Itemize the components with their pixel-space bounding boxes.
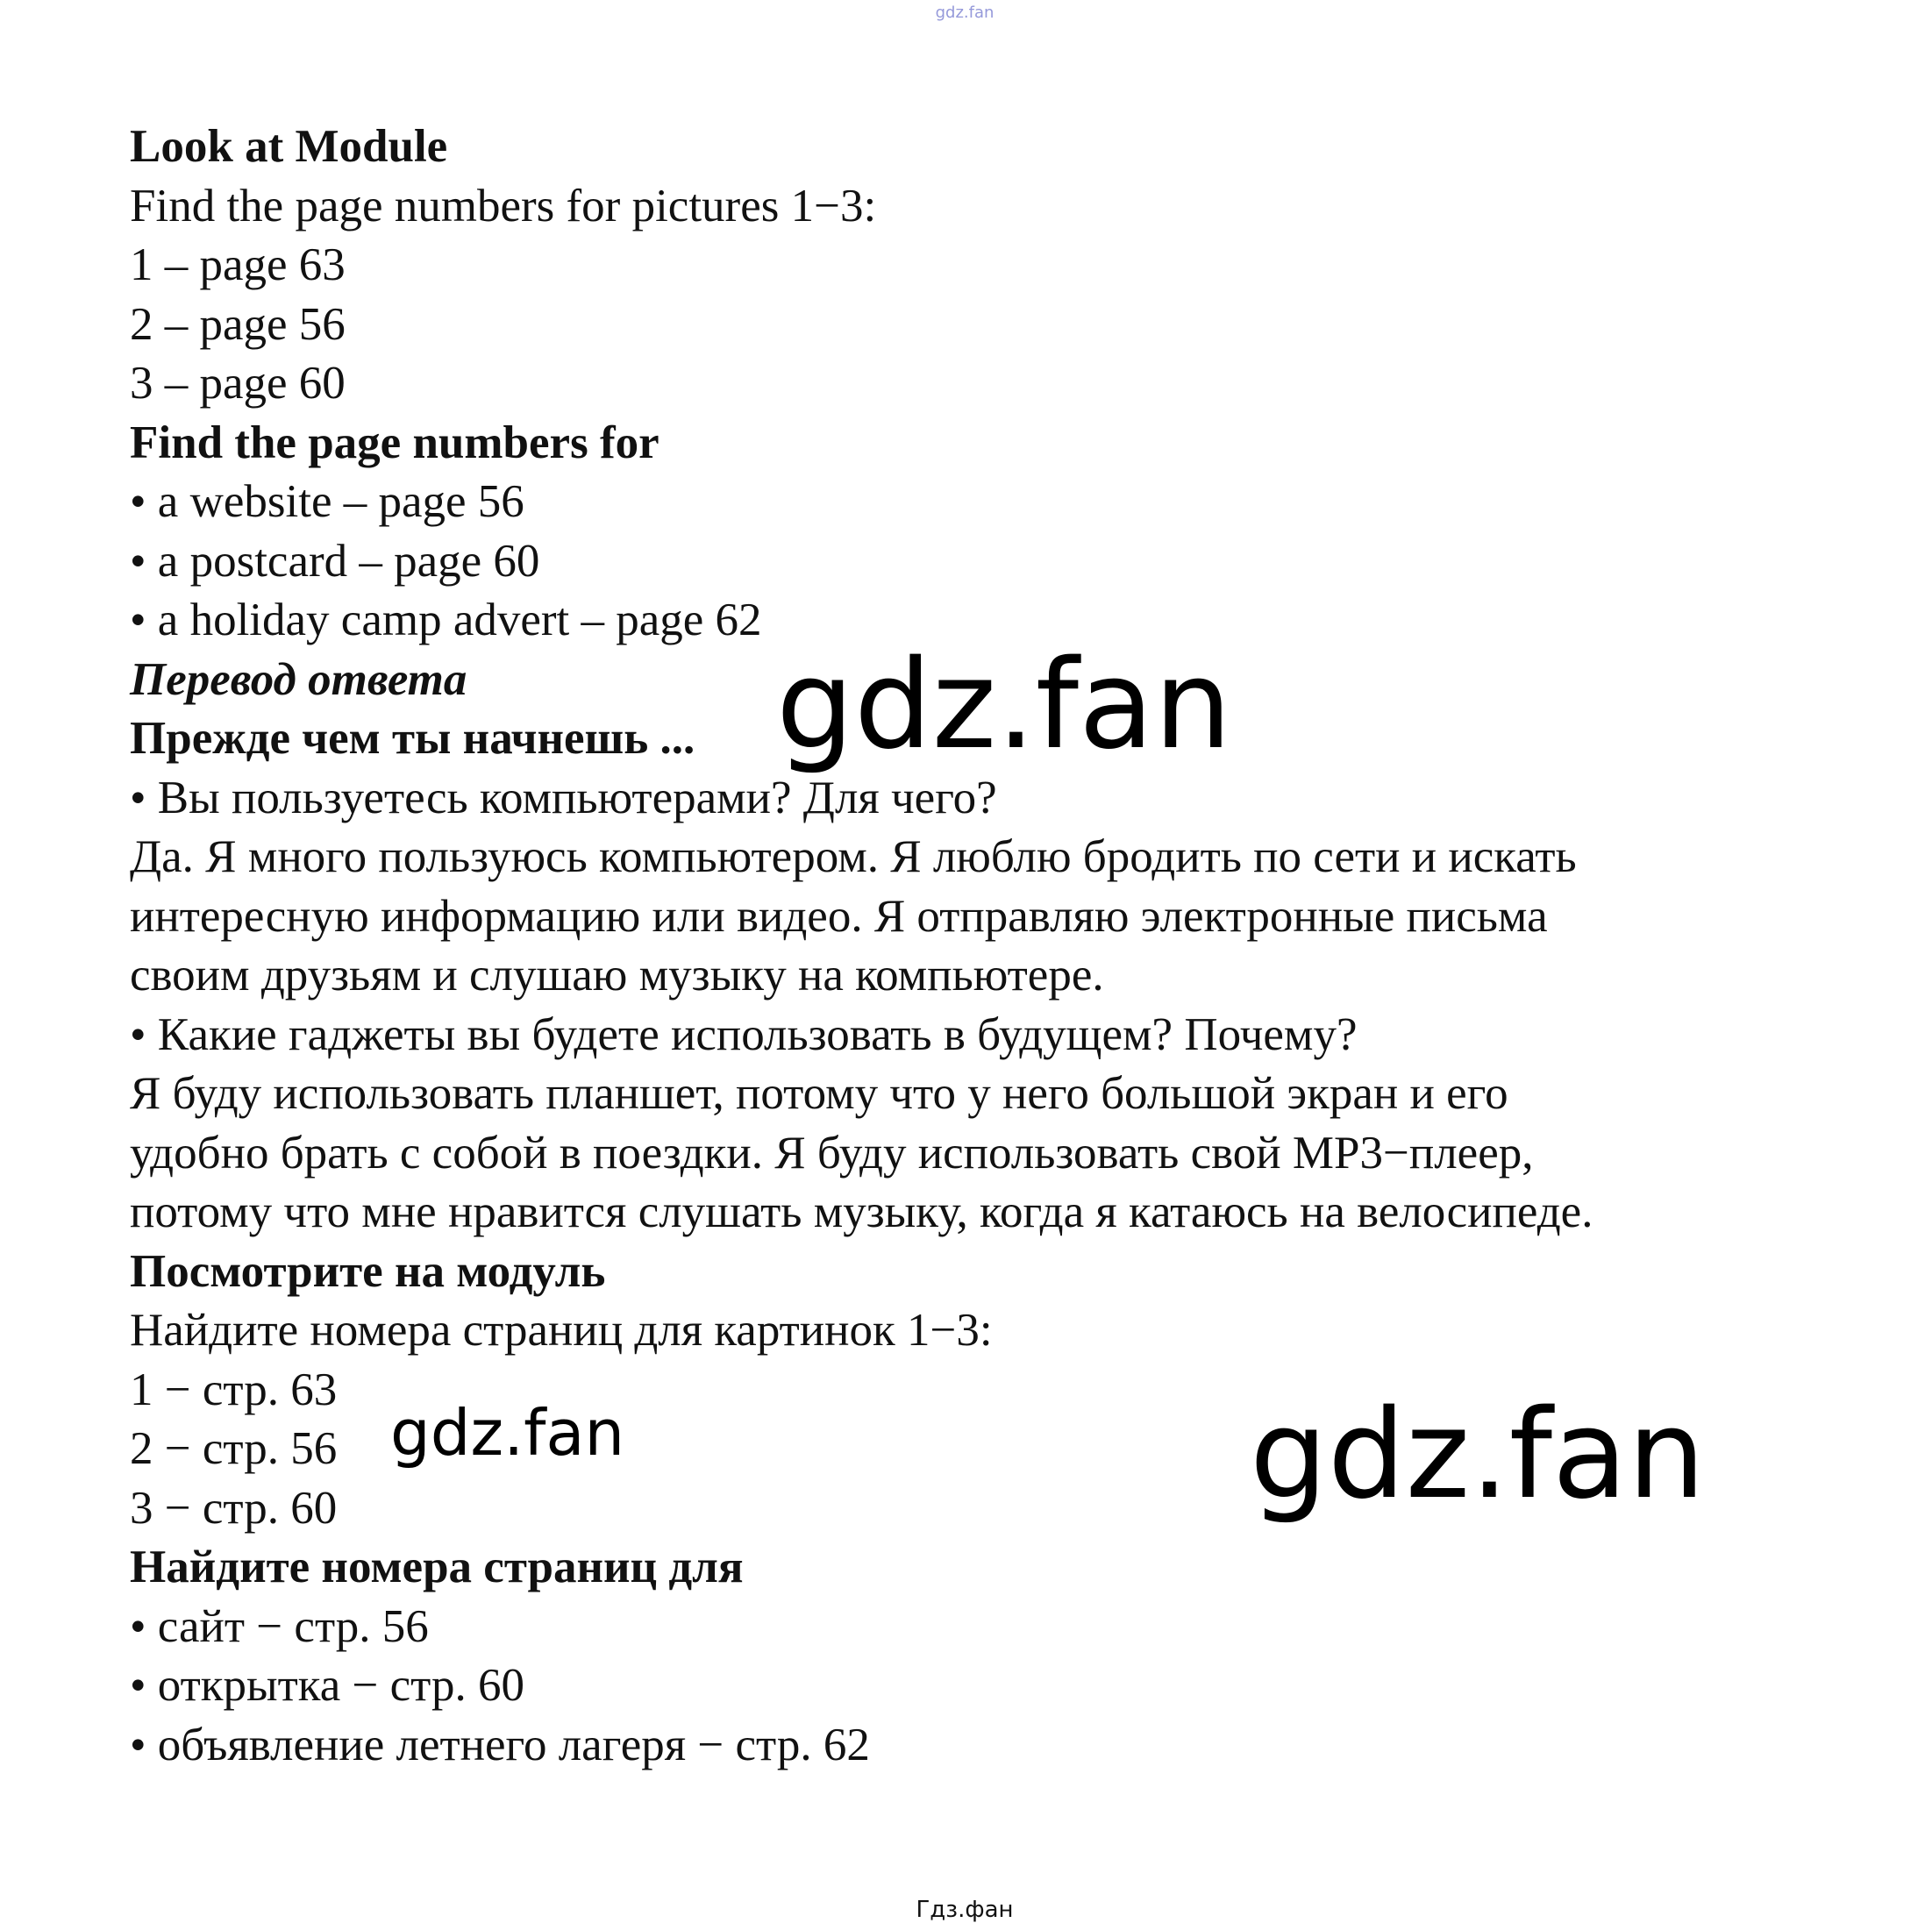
- watermark: gdz.fan: [390, 1396, 625, 1470]
- watermark: gdz.fan: [776, 634, 1232, 777]
- watermark: gdz.fan: [1250, 1384, 1706, 1527]
- text-line: 2 − стр. 56: [130, 1423, 338, 1474]
- footer-watermark: Гдз.фан: [916, 1897, 1014, 1923]
- text-line: • a website – page 56: [130, 476, 524, 527]
- text-line: 2 – page 56: [130, 298, 346, 350]
- text-line: Да. Я много пользуюсь компьютером. Я люблю бродить по сети и искать: [130, 831, 1577, 882]
- text-line: • сайт − стр. 56: [130, 1600, 429, 1652]
- text-line: Я буду использовать планшет, потому что у него большой экран и его: [130, 1068, 1508, 1119]
- text-line: Найдите номера страниц для картинок 1−3:: [130, 1305, 993, 1356]
- text-line: • a postcard – page 60: [130, 535, 540, 587]
- text-line: • Какие гаджеты вы будете использовать в будущем? Почему?: [130, 1008, 1358, 1060]
- text-line: 1 – page 63: [130, 239, 346, 290]
- text-line: • открытка − стр. 60: [130, 1660, 524, 1711]
- text-line: Посмотрите на модуль: [130, 1245, 606, 1297]
- text-line: 3 − стр. 60: [130, 1482, 338, 1534]
- header-watermark: gdz.fan: [935, 4, 995, 22]
- text-line: Перевод ответа: [130, 653, 467, 705]
- text-line: Find the page numbers for pictures 1−3:: [130, 180, 877, 231]
- text-line: Look at Module: [130, 121, 448, 172]
- text-line: Прежде чем ты начнешь ...: [130, 713, 695, 764]
- text-line: • a holiday camp advert – page 62: [130, 595, 762, 645]
- text-line: своим друзьям и слушаю музыку на компьютере.: [130, 950, 1104, 1001]
- text-line: удобно брать с собой в поездки. Я буду использовать свой MP3−плеер,: [130, 1127, 1534, 1179]
- text-line: потому что мне нравится слушать музыку, когда я катаюсь на велосипеде.: [130, 1186, 1593, 1237]
- text-line: 3 – page 60: [130, 358, 346, 409]
- text-line: • объявление летнего лагеря − стр. 62: [130, 1719, 870, 1770]
- text-line: интересную информацию или видео. Я отправляю электронные письма: [130, 890, 1548, 942]
- text-line: Найдите номера страниц для: [130, 1542, 744, 1592]
- text-line: • Вы пользуетесь компьютерами? Для чего?: [130, 772, 997, 823]
- text-line: Find the page numbers for: [130, 417, 659, 468]
- text-line: 1 − стр. 63: [130, 1364, 338, 1415]
